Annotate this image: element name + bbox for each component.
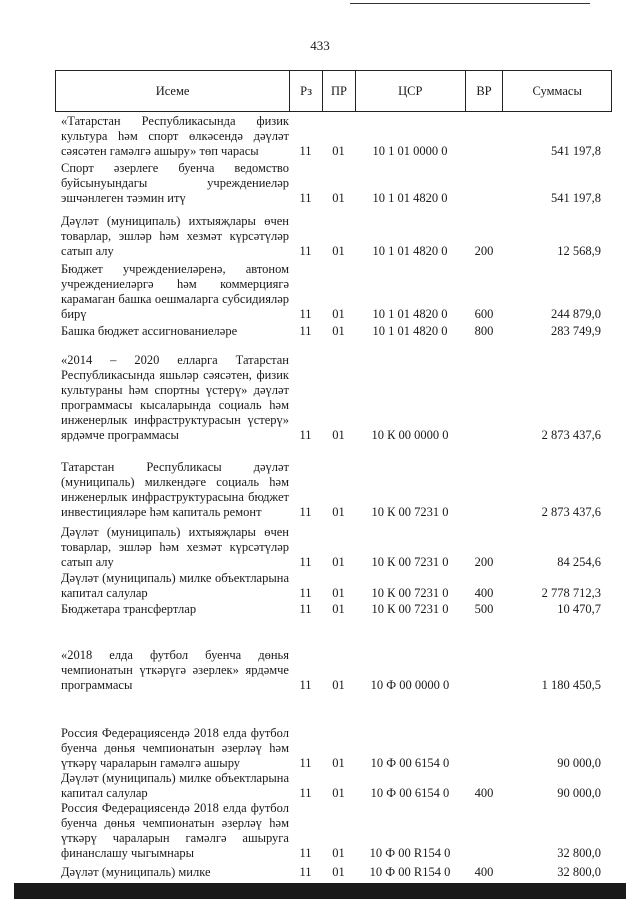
row-sum: 2 873 437,6 bbox=[541, 505, 601, 519]
row-name: Дәүләт (муниципаль) ихтыяҗлары өчен товарлар, эшләр һәм хезмәт күрсәтүләр сатып алу bbox=[61, 525, 289, 569]
row-csr: 10 1 01 4820 0 bbox=[372, 307, 448, 321]
row-sum: 84 254,6 bbox=[557, 555, 601, 569]
row-rz: 11 bbox=[299, 602, 312, 616]
row-rz: 11 bbox=[299, 846, 312, 860]
row-csr: 10 Ф 00 0000 0 bbox=[370, 678, 450, 692]
row-rz: 11 bbox=[299, 555, 312, 569]
row-rz: 11 bbox=[299, 756, 312, 770]
row-csr: 10 Ф 00 6154 0 bbox=[370, 786, 450, 800]
row-csr: 10 Ф 00 6154 0 bbox=[370, 756, 450, 770]
table-row bbox=[61, 801, 612, 861]
row-pr: 01 bbox=[332, 324, 345, 338]
row-sum: 32 800,0 bbox=[557, 846, 601, 860]
row-rz: 11 bbox=[299, 324, 312, 338]
row-pr: 01 bbox=[332, 307, 345, 321]
row-sum: 541 197,8 bbox=[551, 191, 601, 205]
table-row bbox=[61, 693, 612, 771]
row-pr: 01 bbox=[332, 244, 345, 258]
table-row bbox=[61, 617, 612, 693]
header-rz: Рз bbox=[289, 71, 322, 111]
row-vr: 400 bbox=[474, 586, 494, 600]
row-csr: 10 Ф 00 R154 0 bbox=[369, 846, 451, 860]
table-row bbox=[61, 113, 612, 159]
row-sum: 541 197,8 bbox=[551, 144, 601, 158]
table-row bbox=[61, 771, 612, 801]
table-row bbox=[61, 159, 612, 206]
row-rz: 11 bbox=[299, 191, 312, 205]
row-sum: 283 749,9 bbox=[551, 324, 601, 338]
row-csr: 10 К 00 7231 0 bbox=[371, 555, 449, 569]
scan-edge-bar bbox=[14, 883, 626, 899]
row-name: Башка бюджет ассигнованиеләре bbox=[61, 324, 238, 338]
row-rz: 11 bbox=[299, 586, 312, 600]
row-vr: 200 bbox=[474, 244, 494, 258]
row-pr: 01 bbox=[332, 786, 345, 800]
row-name: Татарстан Республикасы дәүләт (муниципаль) милкендәге социаль һәм инженерлык инфраструктурасына бюджет инвестицияләре һәм капиталь ремонт bbox=[61, 460, 289, 519]
row-csr: 10 К 00 7231 0 bbox=[371, 586, 449, 600]
table-row bbox=[61, 520, 612, 570]
row-pr: 01 bbox=[332, 505, 345, 519]
row-pr: 01 bbox=[332, 428, 345, 442]
row-sum: 10 470,7 bbox=[557, 602, 601, 616]
row-rz: 11 bbox=[299, 428, 312, 442]
row-csr: 10 К 00 7231 0 bbox=[371, 602, 449, 616]
table-body bbox=[61, 113, 612, 880]
row-rz: 11 bbox=[299, 307, 312, 321]
row-csr: 10 Ф 00 R154 0 bbox=[369, 865, 451, 879]
table-row bbox=[61, 339, 612, 443]
row-sum: 32 800,0 bbox=[557, 865, 601, 879]
table-row bbox=[61, 259, 612, 322]
row-name: Дәүләт (муниципаль) милке bbox=[61, 865, 211, 879]
row-rz: 11 bbox=[299, 865, 312, 879]
row-vr: 400 bbox=[474, 786, 494, 800]
row-sum: 12 568,9 bbox=[557, 244, 601, 258]
header-csr: ЦСР bbox=[355, 71, 465, 111]
row-sum: 1 180 450,5 bbox=[541, 678, 601, 692]
row-name: Дәүләт (муниципаль) милке объектларына капитал салулар bbox=[61, 571, 289, 600]
row-rz: 11 bbox=[299, 786, 312, 800]
row-csr: 10 К 00 7231 0 bbox=[371, 505, 449, 519]
row-rz: 11 bbox=[299, 244, 312, 258]
row-sum: 90 000,0 bbox=[557, 786, 601, 800]
table-header bbox=[55, 70, 612, 112]
row-pr: 01 bbox=[332, 144, 345, 158]
row-name: Бюджет учреждениеләренә, автоном учреждениеләргә һәм коммерциягә карамаган башка оешмаларга субсидияләр бирү bbox=[61, 262, 289, 321]
table-row bbox=[61, 570, 612, 601]
row-name: Россия Федерациясендә 2018 елда футбол буенча дөнья чемпионатын әзерләү һәм үткәрү чараларын гамәлгә ашыруга финанслашу чыгымнары bbox=[61, 801, 289, 860]
header-vr: ВР bbox=[465, 71, 503, 111]
row-pr: 01 bbox=[332, 191, 345, 205]
row-rz: 11 bbox=[299, 505, 312, 519]
row-rz: 11 bbox=[299, 678, 312, 692]
row-name: Россия Федерациясендә 2018 елда футбол буенча дөнья чемпионатын әзерләү һәм үткәрү чараларын гамәлгә ашыру bbox=[61, 726, 289, 770]
row-csr: 10 1 01 0000 0 bbox=[372, 144, 448, 158]
row-pr: 01 bbox=[332, 678, 345, 692]
row-sum: 2 873 437,6 bbox=[541, 428, 601, 442]
row-vr: 200 bbox=[474, 555, 494, 569]
row-sum: 244 879,0 bbox=[551, 307, 601, 321]
row-pr: 01 bbox=[332, 586, 345, 600]
row-vr: 800 bbox=[474, 324, 494, 338]
row-csr: 10 1 01 4820 0 bbox=[372, 324, 448, 338]
row-name: Спорт әзерлеге буенча ведомство буйсынуындагы учреждениеләр эшчәнлеген тәэмин итү bbox=[61, 161, 289, 205]
table-row bbox=[61, 601, 612, 617]
row-csr: 10 К 00 0000 0 bbox=[371, 428, 449, 442]
row-pr: 01 bbox=[332, 602, 345, 616]
header-name: Исеме bbox=[155, 83, 190, 98]
row-rz: 11 bbox=[299, 144, 312, 158]
row-vr: 600 bbox=[474, 307, 494, 321]
row-pr: 01 bbox=[332, 846, 345, 860]
row-sum: 2 778 712,3 bbox=[541, 586, 601, 600]
row-name: Дәүләт (муниципаль) милке объектларына капитал салулар bbox=[61, 771, 289, 800]
row-pr: 01 bbox=[332, 865, 345, 879]
row-name: «2014 – 2020 елларга Татарстан Республикасында яшьләр сәясәтен, физик культураны һәм спортны үстерү» дәүләт программасы кысаларында социаль һәм инженерлык инфраструктурасын үстерү» ярдәмче программасы bbox=[61, 353, 289, 442]
row-sum: 90 000,0 bbox=[557, 756, 601, 770]
row-pr: 01 bbox=[332, 555, 345, 569]
row-name: Дәүләт (муниципаль) ихтыяҗлары өчен товарлар, эшләр һәм хезмәт күрсәтүләр сатып алу bbox=[61, 214, 289, 258]
header-sum: Суммасы bbox=[502, 71, 611, 111]
row-pr: 01 bbox=[332, 756, 345, 770]
table-row bbox=[61, 206, 612, 259]
row-name: «2018 елда футбол буенча дөнья чемпионатын үткәрүгә әзерлек» ярдәмче программасы bbox=[61, 648, 289, 692]
row-csr: 10 1 01 4820 0 bbox=[372, 244, 448, 258]
row-name: Бюджетара трансфертлар bbox=[61, 602, 197, 616]
table-row bbox=[61, 861, 612, 880]
scan-top-line bbox=[350, 3, 590, 4]
table-row bbox=[61, 322, 612, 339]
row-name: «Татарстан Республикасында физик культура һәм спорт өлкәсендә дәүләт сәясәтен гамәлгә ашыру» төп чарасы bbox=[61, 114, 289, 158]
row-vr: 500 bbox=[474, 602, 494, 616]
page-number: 433 bbox=[310, 38, 330, 53]
header-pr: ПР bbox=[322, 71, 355, 111]
row-csr: 10 1 01 4820 0 bbox=[372, 191, 448, 205]
row-vr: 400 bbox=[474, 865, 494, 879]
table-row bbox=[61, 443, 612, 520]
